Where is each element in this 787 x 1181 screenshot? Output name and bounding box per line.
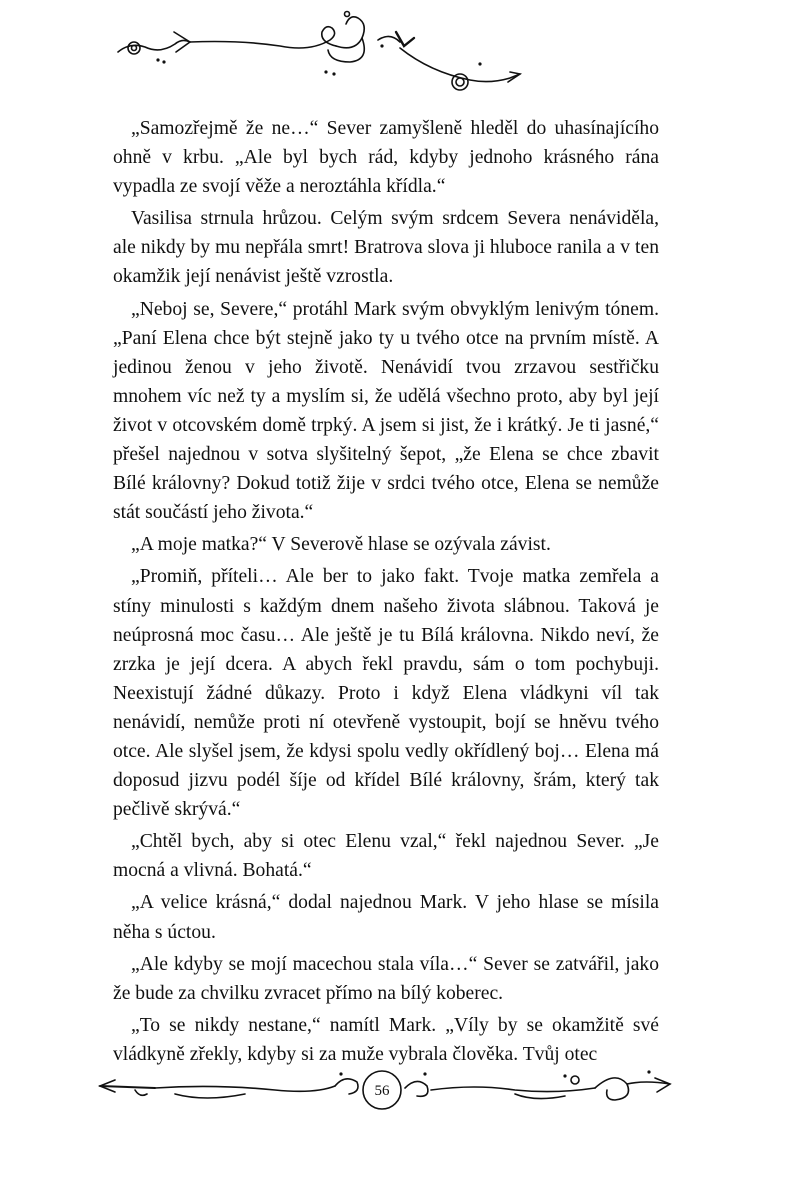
paragraph: „Ale kdyby se mojí macechou stala víla…“ Sever se zatvářil, jako že bude za chvilku zvracet přímo na bílý koberec. xyxy=(113,953,659,1004)
page-number: 56 xyxy=(374,1083,390,1099)
paragraph: Vasilisa strnula hrůzou. Celým svým srdcem Severa nenáviděla, ale nikdy by mu nepřála smrt! Bratrova slova ji hluboce ranila a v ten okamžik její nenávist ještě vzrostla. xyxy=(113,208,659,288)
paragraph: „Neboj se, Severe,“ protáhl Mark svým obvyklým lenivým tónem. „Paní Elena chce být stejně jako ty u tvého otce na prvním místě. A jedinou ženou v jeho životě. Nenávidí tvou zrzavou sestřičku mnohem víc než ty a myslím si, že udělá všechno proto, aby byl její život v otcovském domě trpký. A jsem si jist, že i krátký. Je ti jasné,“ přešel najednou v sotva slyšitelný šepot, „že Elena se chce zbavit Bílé královny? Dokud totiž žije v srdci tvého otce, Elena se nemůže stát součástí jeho života.“ xyxy=(113,298,659,524)
paragraph: „To se nikdy nestane,“ namítl Mark. „Víly by se okamžitě své vládkyně zřekly, kdyby si za muže vybrala člověka. Tvůj otec xyxy=(113,1014,659,1065)
body-text xyxy=(113,114,659,1072)
paragraph: „Promiň, příteli… Ale ber to jako fakt. Tvoje matka zemřela a stíny minulosti s každým dnem našeho života slábnou. Taková je neúprosná moc času… Ale ještě je tu Bílá královna. Nikdo neví, že zrzka je její dcera. A abych řekl pravdu, sám o tom pochybuji. Neexistují žádné důkazy. Proto i když Elena vládkyni víl tak nenávidí, nemůže proti ní otevřeně vystoupit, bojí se hněvu tvého otce. Ale slyšel jsem, že kdysi spolu vedly okřídlený boj… Elena má doposud jizvu podél šíje od křídel Bílé královny, šrám, který tak pečlivě skrývá.“ xyxy=(113,566,659,821)
paragraph: „A moje matka?“ V Severově hlase se ozývala závist. xyxy=(131,534,551,556)
paragraph: „Chtěl bych, aby si otec Elenu vzal,“ řekl najednou Sever. „Je mocná a vlivná. Bohatá.“ xyxy=(113,831,659,882)
paragraph: „Samozřejmě že ne…“ Sever zamyšleně hleděl do uhasínajícího ohně v krbu. „Ale byl bych rád, kdyby jednoho krásného rána vypadla ze svojí věže a neroztáhla křídla.“ xyxy=(113,118,659,198)
top-flourish-ornament xyxy=(100,2,530,94)
paragraph: „A velice krásná,“ dodal najednou Mark. V jeho hlase se mísila něha s úctou. xyxy=(113,892,659,943)
